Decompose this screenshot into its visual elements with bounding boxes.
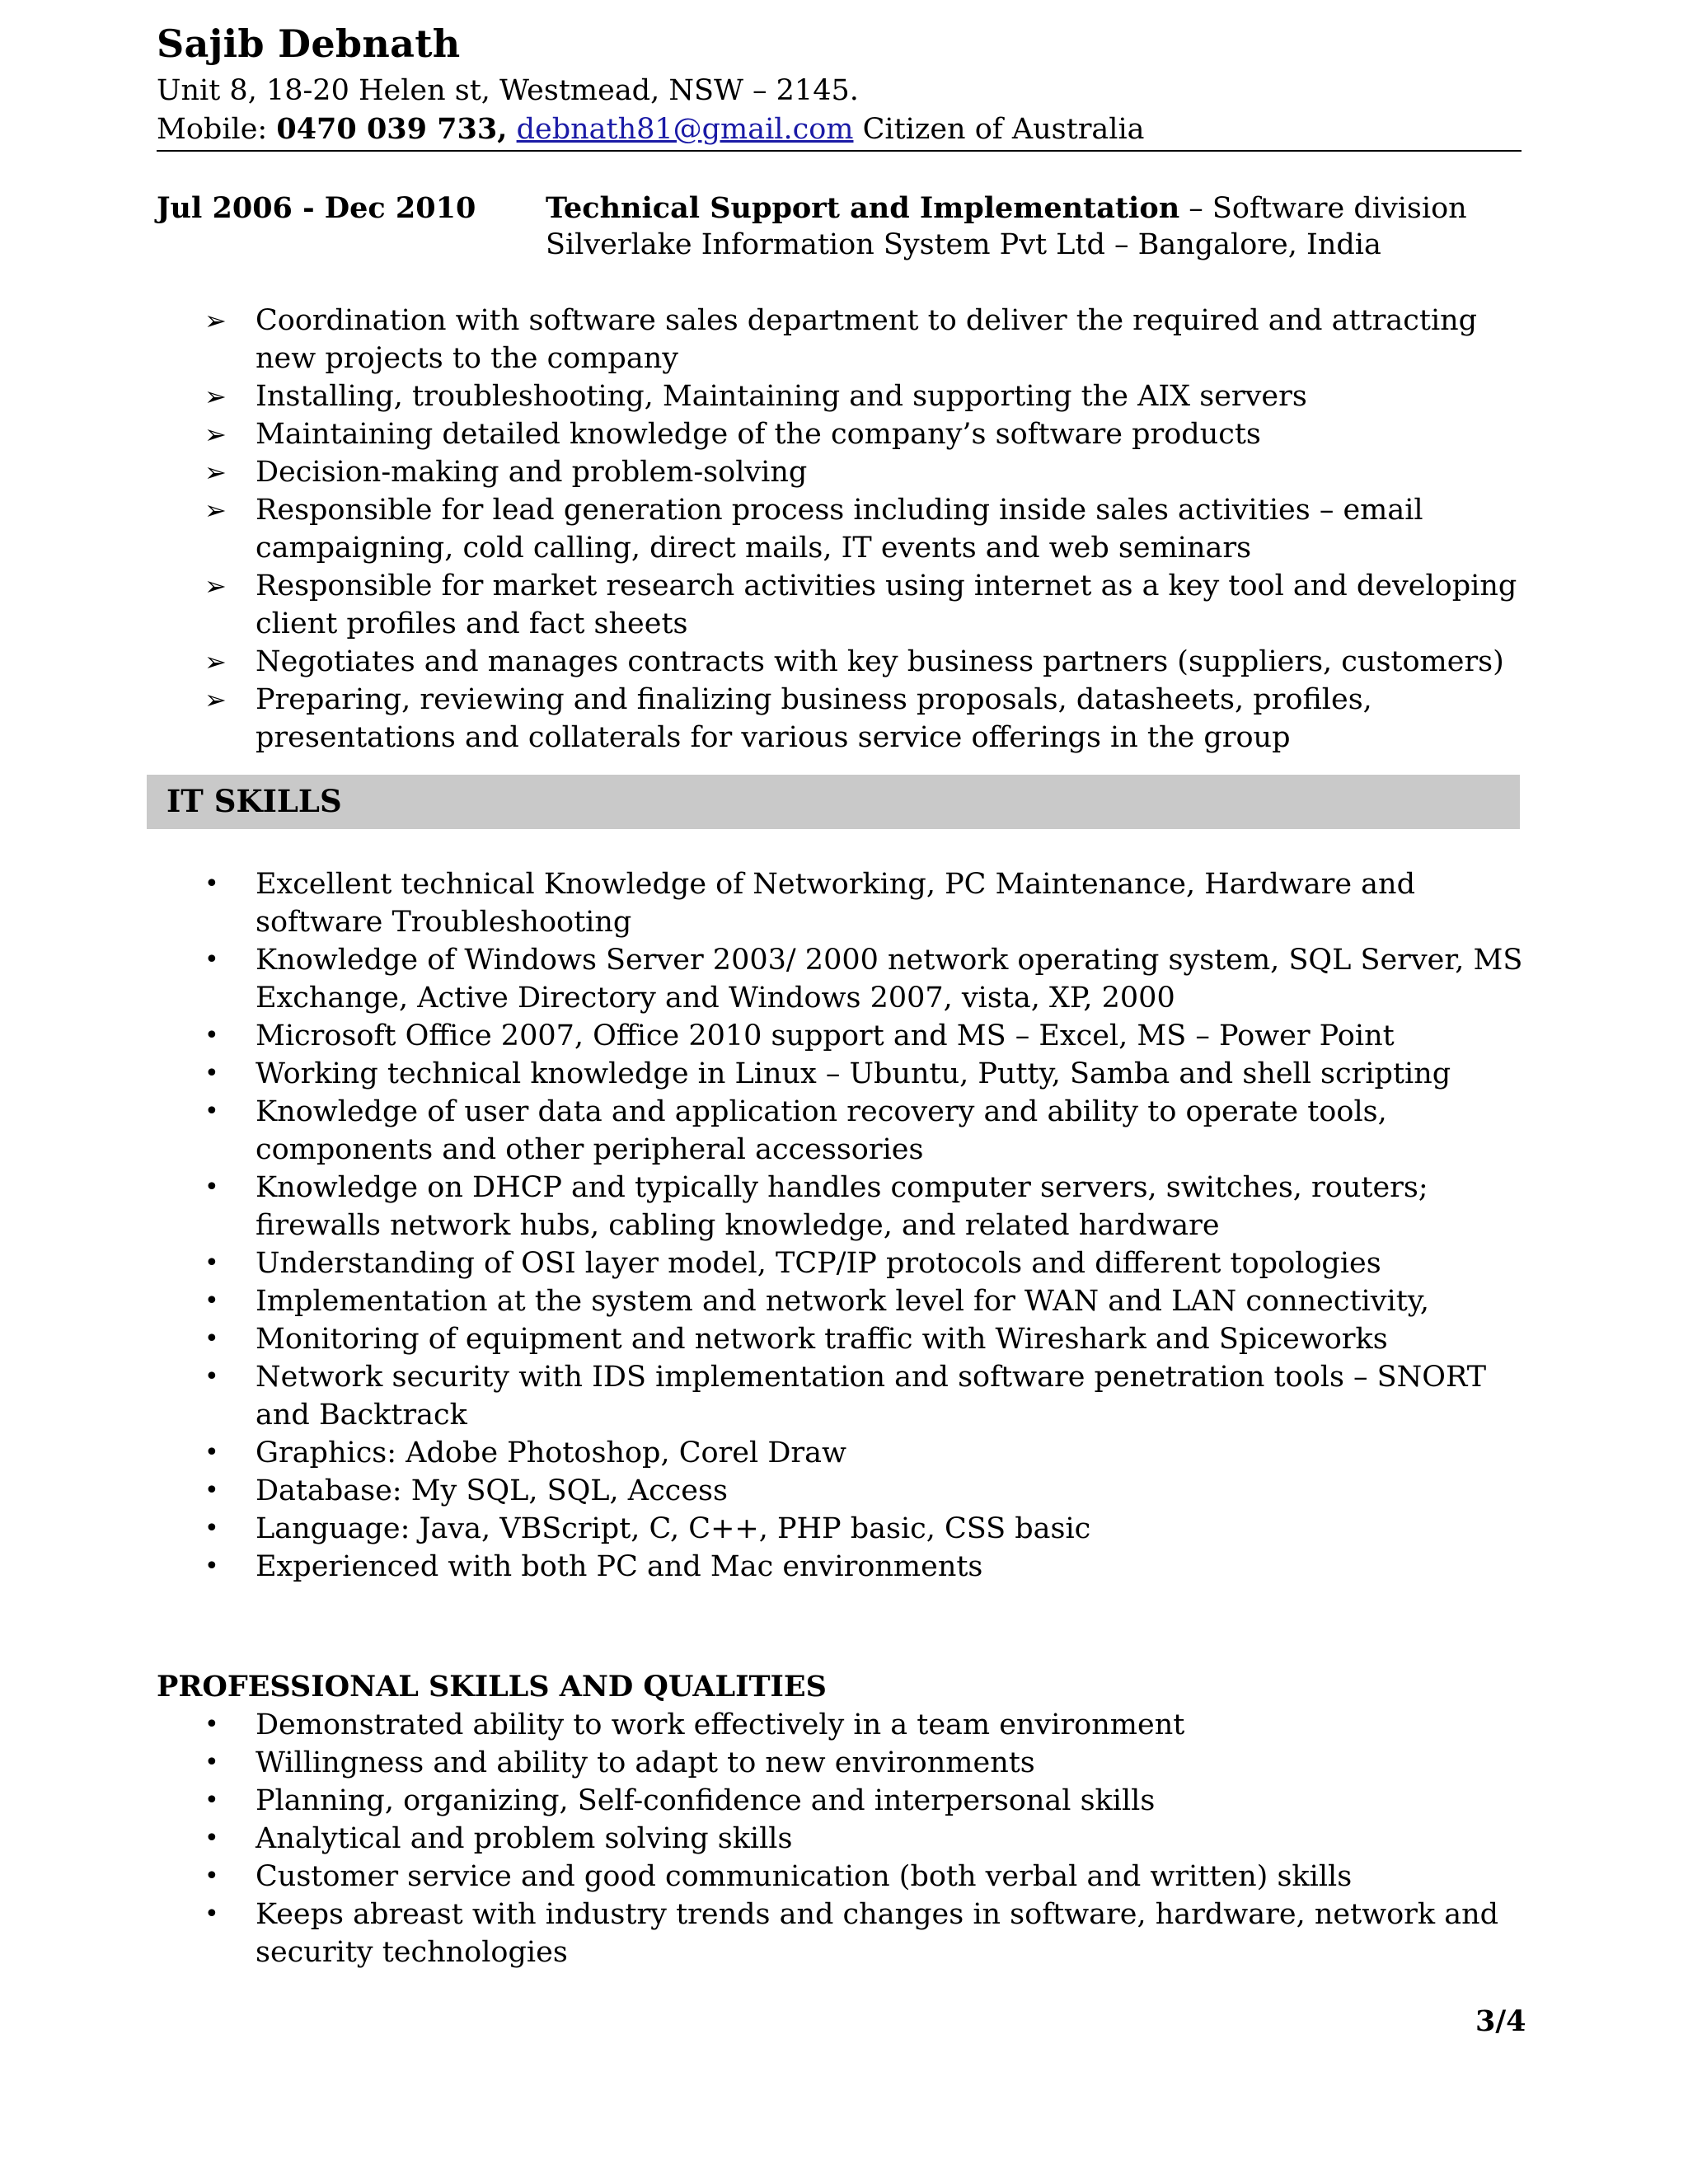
bullet-icon: • xyxy=(204,1710,219,1739)
list-item: • Knowledge of Windows Server 2003/ 2000 network operating system, SQL Server, MS Exchange, Active Directory and Windows 2007, vista, XP, 2000 xyxy=(0,941,1538,1017)
list-item: • Microsoft Office 2007, Office 2010 support and MS – Excel, MS – Power Point xyxy=(0,1017,1538,1055)
candidate-name: Sajib Debnath xyxy=(157,21,461,66)
bullet-icon: • xyxy=(204,1552,219,1581)
list-item: ➢ Responsible for lead generation process including inside sales activities – email campaigning, cold calling, direct mails, IT events and web seminars xyxy=(0,491,1538,567)
list-item: • Planning, organizing, Self-confidence and interpersonal skills xyxy=(0,1782,1538,1820)
list-item: ➢ Maintaining detailed knowledge of the company’s software products xyxy=(0,415,1538,453)
bullet-icon: • xyxy=(204,1362,219,1391)
email-link[interactable]: debnath81@gmail.com xyxy=(516,113,854,146)
list-item: • Keeps abreast with industry trends and changes in software, hardware, network and security technologies xyxy=(0,1896,1538,1971)
arrow-bullet-icon: ➢ xyxy=(204,684,227,715)
arrow-bullet-icon: ➢ xyxy=(204,305,227,336)
bullet-icon: • xyxy=(204,1021,219,1050)
job-company: Silverlake Information System Pvt Ltd – Bangalore, India xyxy=(546,228,1381,261)
address: Unit 8, 18-20 Helen st, Westmead, NSW – 2145. xyxy=(157,74,859,107)
arrow-bullet-icon: ➢ xyxy=(204,646,227,677)
list-item: • Customer service and good communication (both verbal and written) skills xyxy=(0,1858,1538,1896)
bullet-icon: • xyxy=(204,1059,219,1088)
list-item: • Network security with IDS implementation and software penetration tools – SNORT and Backtrack xyxy=(0,1358,1538,1434)
bullet-icon: • xyxy=(204,1097,219,1126)
list-item: ➢ Installing, troubleshooting, Maintaining and supporting the AIX servers xyxy=(0,377,1538,415)
list-item: • Database: My SQL, SQL, Access xyxy=(0,1472,1538,1510)
bullet-icon: • xyxy=(204,1286,219,1315)
header-divider xyxy=(157,150,1522,152)
job-title-line xyxy=(546,191,1467,225)
arrow-bullet-icon: ➢ xyxy=(204,570,227,602)
bullet-icon: • xyxy=(204,1786,219,1815)
it-skills-section-header xyxy=(147,775,1520,829)
list-item: • Experienced with both PC and Mac environments xyxy=(0,1548,1538,1586)
bullet-icon: • xyxy=(204,869,219,898)
list-item: • Analytical and problem solving skills xyxy=(0,1820,1538,1858)
list-item: • Monitoring of equipment and network traffic with Wireshark and Spiceworks xyxy=(0,1320,1538,1358)
list-item: • Willingness and ability to adapt to new environments xyxy=(0,1744,1538,1782)
mobile-label: Mobile: xyxy=(157,113,277,146)
arrow-bullet-icon: ➢ xyxy=(204,381,227,412)
list-item: ➢ Coordination with software sales department to deliver the required and attracting new projects to the company xyxy=(0,302,1538,377)
list-item: ➢ Decision-making and problem-solving xyxy=(0,453,1538,491)
job-dates: Jul 2006 - Dec 2010 xyxy=(157,191,476,225)
bullet-icon: • xyxy=(204,1900,219,1929)
professional-skills-heading: PROFESSIONAL SKILLS AND QUALITIES xyxy=(157,1670,827,1704)
page-number: 3/4 xyxy=(1475,2004,1526,2038)
list-item: ➢ Preparing, reviewing and finalizing business proposals, datasheets, profiles, presentations and collaterals for various service offerings in the group xyxy=(0,681,1538,757)
bullet-icon: • xyxy=(204,1173,219,1202)
bullet-icon: • xyxy=(204,1514,219,1543)
bullet-icon: • xyxy=(204,1249,219,1277)
arrow-bullet-icon: ➢ xyxy=(204,494,227,526)
bullet-icon: • xyxy=(204,945,219,974)
bullet-icon: • xyxy=(204,1476,219,1505)
mobile-number: 0470 039 733, xyxy=(276,112,508,146)
list-item: • Implementation at the system and network level for WAN and LAN connectivity, xyxy=(0,1282,1538,1320)
list-item: • Understanding of OSI layer model, TCP/IP protocols and different topologies xyxy=(0,1244,1538,1282)
list-item: • Excellent technical Knowledge of Networking, PC Maintenance, Hardware and software Troubleshooting xyxy=(0,865,1538,941)
list-item: • Language: Java, VBScript, C, C++, PHP basic, CSS basic xyxy=(0,1510,1538,1548)
professional-skills-list xyxy=(0,1706,1538,1971)
list-item: • Demonstrated ability to work effectively in a team environment xyxy=(0,1706,1538,1744)
job-duties-list xyxy=(0,302,1538,757)
arrow-bullet-icon: ➢ xyxy=(204,419,227,450)
bullet-icon: • xyxy=(204,1862,219,1891)
contact-line xyxy=(157,112,1145,146)
job-division: – Software division xyxy=(1179,192,1467,225)
bullet-icon: • xyxy=(204,1748,219,1777)
job-title: Technical Support and Implementation xyxy=(546,191,1180,225)
bullet-icon: • xyxy=(204,1438,219,1467)
arrow-bullet-icon: ➢ xyxy=(204,457,227,488)
it-skills-list xyxy=(0,865,1538,1586)
list-item: • Working technical knowledge in Linux – Ubuntu, Putty, Samba and shell scripting xyxy=(0,1055,1538,1093)
list-item: ➢ Responsible for market research activities using internet as a key tool and developing client profiles and fact sheets xyxy=(0,567,1538,643)
citizenship: Citizen of Australia xyxy=(862,113,1145,146)
list-item: • Knowledge of user data and application recovery and ability to operate tools, components and other peripheral accessories xyxy=(0,1093,1538,1169)
bullet-icon: • xyxy=(204,1824,219,1853)
section-title: IT SKILLS xyxy=(166,783,342,819)
list-item: ➢ Negotiates and manages contracts with key business partners (suppliers, customers) xyxy=(0,643,1538,681)
list-item: • Graphics: Adobe Photoshop, Corel Draw xyxy=(0,1434,1538,1472)
bullet-icon: • xyxy=(204,1324,219,1353)
list-item: • Knowledge on DHCP and typically handles computer servers, switches, routers; firewalls network hubs, cabling knowledge, and related hardware xyxy=(0,1169,1538,1244)
